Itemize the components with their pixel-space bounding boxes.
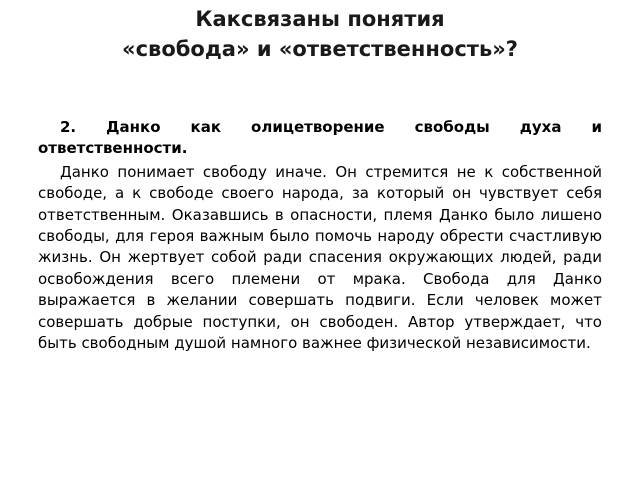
slide-title: [0, 4, 640, 64]
body-paragraph: Данко понимает свободу иначе. Он стремится не к собственной свободе, а к свободе своего народа, за который он чувствует себя ответственным. Оказавшись в опасности, племя Данко было лишено свободы, для героя важным было помочь народу обрести счастливую жизнь. Он жертвует собой ради спасения окружающих людей, ради освобождения всего племени от мрака. Свобода для Данко выражается в желании совершать подвиги. Если человек может совершать добрые поступки, он свободен. Автор утверждает, что быть свободным душой намного важнее физической независимости.: [38, 162, 602, 353]
slide-body: [38, 117, 602, 354]
title-line-2: «свобода» и «ответственность»?: [122, 37, 518, 61]
section-subheading: 2. Данко как олицетворение свободы духа и ответственности.: [38, 118, 602, 158]
title-line-1: Какcвязаны понятия: [195, 7, 445, 31]
